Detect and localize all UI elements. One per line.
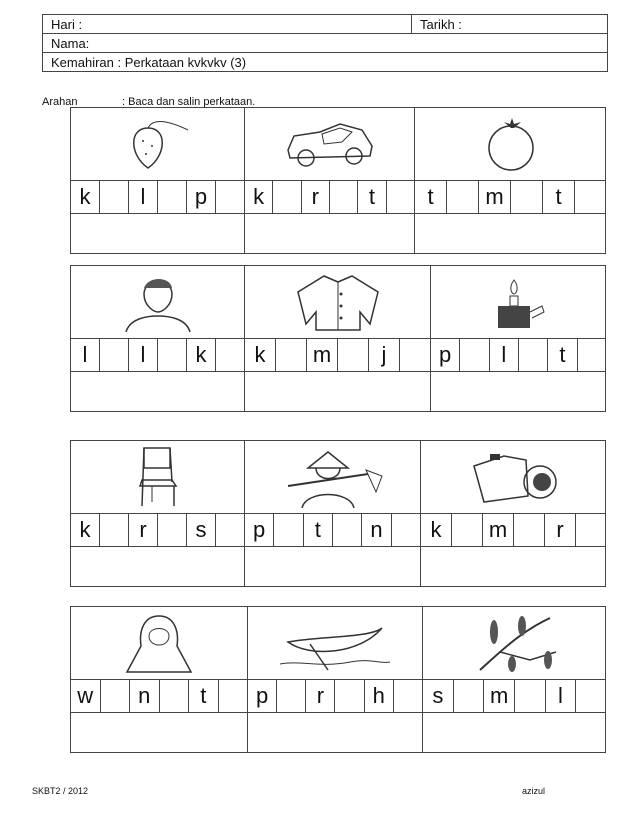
chair-icon — [71, 441, 245, 513]
consonant-letter: m — [307, 338, 338, 372]
vowel-blank[interactable] — [100, 513, 129, 547]
consonant-letter: k — [71, 180, 100, 214]
vowel-blank[interactable] — [514, 513, 545, 547]
consonant-letter: p — [245, 513, 274, 547]
consonant-letter: k — [245, 180, 273, 214]
consonant-letter: t — [548, 338, 577, 372]
consonant-letter: w — [71, 679, 101, 713]
vowel-blank[interactable] — [101, 679, 131, 713]
word-block — [70, 265, 606, 412]
consonant-letter: n — [362, 513, 391, 547]
consonant-letter: k — [71, 513, 100, 547]
nama-field[interactable]: Nama: — [43, 34, 608, 53]
vowel-blank[interactable] — [392, 513, 421, 547]
hari-field[interactable]: Hari : — [43, 15, 412, 34]
consonant-letter: t — [189, 679, 219, 713]
vowel-blank[interactable] — [519, 338, 548, 372]
vowel-blank[interactable] — [273, 180, 301, 214]
consonant-letter: t — [304, 513, 333, 547]
consonant-letter: h — [365, 679, 394, 713]
copy-word-box[interactable] — [415, 214, 607, 254]
word-block — [70, 440, 606, 587]
vowel-blank[interactable] — [460, 338, 489, 372]
vowel-blank[interactable] — [160, 679, 190, 713]
copy-word-box[interactable] — [71, 372, 245, 412]
copy-word-box[interactable] — [245, 372, 431, 412]
instruction-text: : Baca dan salin perkataan. — [122, 96, 256, 108]
tomato-icon — [415, 108, 607, 180]
vowel-blank[interactable] — [276, 338, 307, 372]
consonant-letter: t — [358, 180, 386, 214]
consonant-letter: r — [129, 513, 158, 547]
consonant-letter: r — [545, 513, 576, 547]
vowel-blank[interactable] — [277, 679, 306, 713]
consonant-letter: j — [369, 338, 400, 372]
word-block — [70, 107, 606, 254]
consonant-letter: m — [483, 513, 514, 547]
vowel-blank[interactable] — [158, 513, 187, 547]
consonant-letter: k — [245, 338, 276, 372]
copy-word-box[interactable] — [248, 713, 423, 753]
shirt-icon — [245, 266, 431, 338]
car-icon — [245, 108, 415, 180]
vowel-blank[interactable] — [452, 513, 483, 547]
consonant-letter: l — [129, 180, 158, 214]
consonant-letter: p — [431, 338, 460, 372]
vowel-blank[interactable] — [100, 338, 129, 372]
footer-left: SKBT2 / 2012 — [32, 786, 89, 796]
vowel-blank[interactable] — [100, 180, 129, 214]
vowel-blank[interactable] — [387, 180, 415, 214]
camera-icon — [421, 441, 607, 513]
consonant-letter: r — [302, 180, 330, 214]
vowel-blank[interactable] — [158, 338, 187, 372]
vowel-blank[interactable] — [447, 180, 479, 214]
word-block — [70, 606, 606, 753]
vowel-blank[interactable] — [158, 180, 187, 214]
consonant-letter: m — [479, 180, 511, 214]
vowel-blank[interactable] — [333, 513, 362, 547]
consonant-letter: n — [130, 679, 160, 713]
copy-word-box[interactable] — [71, 214, 245, 254]
vowel-blank[interactable] — [216, 338, 245, 372]
branch-icon — [423, 607, 607, 679]
consonant-letter: l — [129, 338, 158, 372]
copy-word-box[interactable] — [245, 214, 415, 254]
copy-word-box[interactable] — [71, 713, 248, 753]
vowel-blank[interactable] — [216, 180, 245, 214]
consonant-letter: p — [248, 679, 277, 713]
strawberry-icon — [71, 108, 245, 180]
farmer-icon — [245, 441, 421, 513]
vowel-blank[interactable] — [394, 679, 423, 713]
consonant-letter: m — [484, 679, 515, 713]
instruction-label: Arahan — [42, 96, 78, 108]
consonant-letter: r — [306, 679, 335, 713]
consonant-letter: t — [415, 180, 447, 214]
vowel-blank[interactable] — [274, 513, 303, 547]
consonant-letter: p — [187, 180, 216, 214]
vowel-blank[interactable] — [511, 180, 543, 214]
consonant-letter: l — [490, 338, 519, 372]
vowel-blank[interactable] — [338, 338, 369, 372]
vowel-blank[interactable] — [575, 180, 607, 214]
man-icon — [71, 266, 245, 338]
consonant-letter: l — [546, 679, 577, 713]
vowel-blank[interactable] — [330, 180, 358, 214]
candle-icon — [431, 266, 607, 338]
copy-word-box[interactable] — [431, 372, 607, 412]
consonant-letter: k — [187, 338, 216, 372]
vowel-blank[interactable] — [515, 679, 546, 713]
consonant-letter: s — [423, 679, 454, 713]
boat-icon — [248, 607, 423, 679]
vowel-blank[interactable] — [576, 679, 607, 713]
consonant-letter: t — [543, 180, 575, 214]
vowel-blank[interactable] — [336, 679, 365, 713]
copy-word-box[interactable] — [71, 547, 245, 587]
vowel-blank[interactable] — [216, 513, 245, 547]
tarikh-field[interactable]: Tarikh : — [412, 15, 608, 34]
vowel-blank[interactable] — [578, 338, 607, 372]
kemahiran-label: Kemahiran : Perkataan kvkvkv (3) — [43, 53, 608, 72]
vowel-blank[interactable] — [219, 679, 249, 713]
vowel-blank[interactable] — [454, 679, 485, 713]
consonant-letter: s — [187, 513, 216, 547]
copy-word-box[interactable] — [423, 713, 607, 753]
woman-icon — [71, 607, 248, 679]
copy-word-box[interactable] — [421, 547, 607, 587]
copy-word-box[interactable] — [245, 547, 421, 587]
header-table — [42, 14, 608, 72]
vowel-blank[interactable] — [400, 338, 431, 372]
vowel-blank[interactable] — [576, 513, 607, 547]
consonant-letter: k — [421, 513, 452, 547]
consonant-letter: l — [71, 338, 100, 372]
footer-right: azizul — [522, 786, 546, 796]
